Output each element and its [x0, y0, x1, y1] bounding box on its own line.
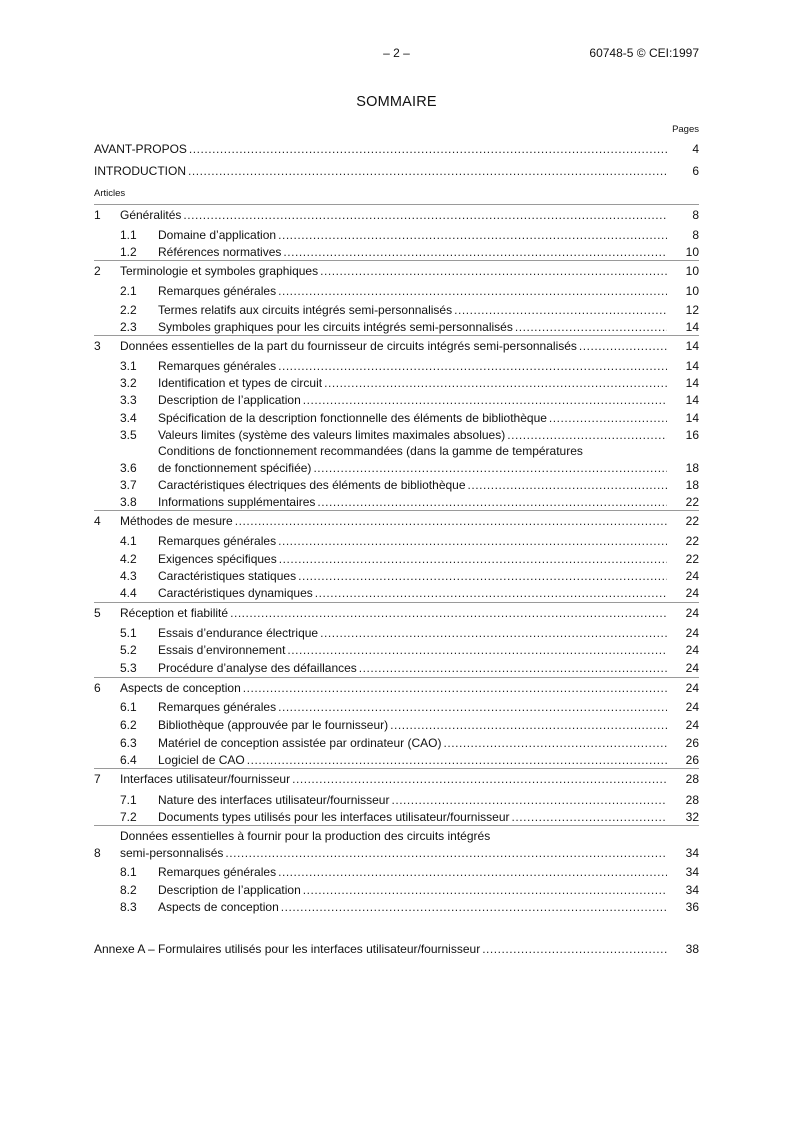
toc-entry-page: 34	[685, 865, 699, 879]
toc-entry-text	[158, 302, 669, 319]
toc-entry-page: 24	[685, 586, 699, 600]
toc-entry-page: 24	[685, 681, 699, 695]
toc-entry-title: Données essentielles de la part du fournisseur de circuits intégrés semi-personnalisés	[120, 339, 577, 353]
dot-leader	[279, 551, 667, 568]
toc-entry-page: 32	[685, 810, 699, 824]
toc-entry-number: 5	[94, 606, 101, 620]
pages-column-label: Pages	[672, 124, 699, 135]
toc-entry-number: 4.3	[120, 569, 137, 583]
toc-entry-page: 28	[685, 772, 699, 786]
toc-entry[interactable]	[94, 319, 699, 336]
toc-entry-text	[120, 605, 669, 622]
dot-leader	[287, 642, 667, 659]
toc-entry-text	[158, 392, 669, 409]
toc-entry-text	[158, 642, 669, 659]
toc-entry[interactable]	[94, 494, 699, 511]
toc-entry-text	[94, 941, 669, 958]
toc-entry-text	[120, 680, 669, 697]
toc-entry-title: Description de l’application	[158, 393, 301, 407]
dot-leader	[298, 568, 667, 585]
toc-entry-number: 3	[94, 339, 101, 353]
toc-entry-number: 6.2	[120, 718, 137, 732]
dot-leader	[549, 410, 667, 427]
toc-entry-text	[158, 494, 669, 511]
dot-leader	[283, 244, 667, 261]
toc-entry-page: 24	[685, 700, 699, 714]
dot-leader	[359, 660, 667, 677]
toc-entry[interactable]	[94, 660, 699, 677]
toc-entry-title: Remarques générales	[158, 284, 277, 298]
toc-entry-page: 22	[685, 534, 699, 548]
toc-entry-text	[120, 845, 669, 862]
toc-entry[interactable]	[94, 941, 699, 958]
toc-entry[interactable]	[94, 141, 699, 158]
toc-entry-page: 14	[685, 393, 699, 407]
toc-entry-title: Aspects de conception	[120, 681, 241, 695]
toc-entry-page: 24	[685, 606, 699, 620]
toc-entry-page: 22	[685, 514, 699, 528]
toc-entry-text	[158, 477, 669, 494]
toc-entry-page: 14	[685, 339, 699, 353]
toc-entry-text	[158, 792, 669, 809]
toc-entry[interactable]	[94, 227, 699, 244]
toc-entry-number: 7.1	[120, 793, 137, 807]
toc-entry[interactable]	[94, 533, 699, 550]
toc-entry-title: Nature des interfaces utilisateur/fournisseur	[158, 793, 390, 807]
toc-entry-text	[158, 735, 669, 752]
toc-entry[interactable]	[94, 302, 699, 319]
toc-entry-title: Bibliothèque (approuvée par le fournisseur)	[158, 718, 389, 732]
toc-entry-text	[158, 319, 669, 336]
toc-entry[interactable]	[94, 244, 699, 261]
toc-entry-page: 14	[685, 376, 699, 390]
toc-entry-title: Méthodes de mesure	[120, 514, 233, 528]
toc-entry-text	[120, 771, 669, 788]
toc-entry-title: AVANT-PROPOS	[94, 142, 187, 156]
toc-entry-page: 8	[692, 228, 699, 242]
toc-entry-page: 24	[685, 661, 699, 675]
toc-entry-title: Caractéristiques dynamiques	[158, 586, 313, 600]
toc-entry-title: de fonctionnement spécifiée)	[158, 461, 312, 475]
standard-reference: 60748-5 © CEI:1997	[589, 46, 699, 60]
toc-entry-number: 3.2	[120, 376, 137, 390]
toc-entry[interactable]	[94, 338, 699, 355]
toc-entry-number: 6.4	[120, 753, 137, 767]
toc-entry-title: Remarques générales	[158, 359, 277, 373]
toc-entry-number: 4	[94, 514, 101, 528]
toc-entry[interactable]	[94, 809, 699, 826]
toc-entry-number: 1.2	[120, 245, 137, 259]
dot-leader	[247, 752, 667, 769]
toc-entry-title: Termes relatifs aux circuits intégrés semi-personnalisés	[158, 303, 453, 317]
toc-entry-number: 1	[94, 208, 101, 222]
toc-entry-text	[94, 141, 669, 158]
toc-entry-text	[158, 864, 669, 881]
toc-entry-page: 10	[685, 284, 699, 298]
toc-entry-number: 3.7	[120, 478, 137, 492]
toc-entry-number: 7.2	[120, 810, 137, 824]
toc-entry-number: 5.2	[120, 643, 137, 657]
dot-leader	[320, 263, 667, 280]
toc-entry-page: 24	[685, 626, 699, 640]
toc-entry[interactable]	[94, 699, 699, 716]
toc-entry-page: 24	[685, 643, 699, 657]
toc-entry-page: 4	[692, 142, 699, 156]
toc-entry[interactable]	[94, 585, 699, 602]
toc-entry-text	[158, 410, 669, 427]
toc-entry-text	[158, 533, 669, 550]
toc-entry-text	[120, 263, 669, 280]
toc-entry-title: Terminologie et symboles graphiques	[120, 264, 319, 278]
toc-entry-text	[158, 752, 669, 769]
dot-leader	[512, 809, 668, 826]
toc-entry-text	[120, 513, 669, 530]
toc-entry-title: Logiciel de CAO	[158, 753, 245, 767]
dot-leader	[225, 845, 667, 862]
dot-leader	[278, 358, 667, 375]
dot-leader	[278, 227, 667, 244]
dot-leader	[303, 882, 667, 899]
dot-leader	[313, 460, 667, 477]
toc-entry-page: 26	[685, 753, 699, 767]
page-header	[94, 46, 699, 62]
toc-entry-title: Caractéristiques statiques	[158, 569, 297, 583]
dot-leader	[320, 625, 667, 642]
toc-entry-text	[120, 338, 669, 355]
toc-entry[interactable]	[94, 163, 699, 180]
toc-entry-text	[158, 625, 669, 642]
toc-entry[interactable]	[94, 680, 699, 697]
toc-entry-title: Identification et types de circuit	[158, 376, 323, 390]
toc-entry-text	[94, 163, 669, 180]
dot-leader	[235, 513, 667, 530]
toc-entry-number: 7	[94, 772, 101, 786]
toc-entry-number: 3.8	[120, 495, 137, 509]
toc-entry-page: 26	[685, 736, 699, 750]
dot-leader	[189, 141, 667, 158]
toc-entry-page: 12	[685, 303, 699, 317]
dot-leader	[292, 771, 667, 788]
toc-entry-page: 34	[685, 846, 699, 860]
toc-entry-title: Matériel de conception assistée par ordinateur (CAO)	[158, 736, 442, 750]
toc-entry-text	[158, 717, 669, 734]
toc-entry-page: 24	[685, 718, 699, 732]
toc-entry-page: 22	[685, 495, 699, 509]
toc-entry-title: Symboles graphiques pour les circuits intégrés semi-personnalisés	[158, 320, 513, 334]
toc-entry[interactable]	[94, 792, 699, 809]
toc-entry-number: 8	[94, 846, 101, 860]
toc-entry-page: 10	[685, 245, 699, 259]
toc-entry[interactable]	[94, 642, 699, 659]
toc-entry[interactable]	[94, 358, 699, 375]
toc-entry-page: 14	[685, 320, 699, 334]
toc-entry-page: 34	[685, 883, 699, 897]
toc-entry-page: 22	[685, 552, 699, 566]
toc-entry-number: 2.3	[120, 320, 137, 334]
toc-entry-page: 8	[692, 208, 699, 222]
toc-entry-text	[120, 207, 669, 224]
toc-entry[interactable]	[94, 568, 699, 585]
toc-entry-number: 4.4	[120, 586, 137, 600]
toc-entry[interactable]	[94, 477, 699, 494]
toc-entry-title: Remarques générales	[158, 534, 277, 548]
toc-entry-text	[158, 809, 669, 826]
dot-leader	[482, 941, 667, 958]
toc-entry-text	[158, 227, 669, 244]
toc-entry-title: Essais d’environnement	[158, 643, 286, 657]
section-separator	[94, 204, 699, 205]
toc-entry-page: 14	[685, 359, 699, 373]
toc-entry-number: 3.3	[120, 393, 137, 407]
section-separator	[94, 677, 699, 678]
toc-entry[interactable]	[94, 551, 699, 568]
dot-leader	[579, 338, 667, 355]
dot-leader	[443, 735, 667, 752]
toc-entry[interactable]	[94, 283, 699, 300]
toc-entry-number: 8.2	[120, 883, 137, 897]
toc-entry-text	[158, 244, 669, 261]
toc-entry[interactable]	[94, 625, 699, 642]
toc-entry-page: 14	[685, 411, 699, 425]
toc-entry-text	[158, 375, 669, 392]
toc-entry-page: 24	[685, 569, 699, 583]
toc-entry-page: 6	[692, 164, 699, 178]
toc-entry-text	[158, 460, 669, 477]
toc-entry-text	[158, 568, 669, 585]
toc-entry-title: Domaine d’application	[158, 228, 277, 242]
page-number: – 2 –	[383, 46, 410, 60]
dot-leader	[281, 899, 667, 916]
toc-entry[interactable]	[94, 605, 699, 622]
dot-leader	[278, 864, 667, 881]
toc-entry[interactable]	[94, 752, 699, 769]
dot-leader	[391, 792, 667, 809]
toc-entry-text	[158, 283, 669, 300]
toc-entry-number: 6.1	[120, 700, 137, 714]
toc-entry[interactable]	[94, 899, 699, 916]
toc-entry[interactable]	[94, 717, 699, 734]
toc-entry[interactable]	[94, 375, 699, 392]
dot-leader	[507, 427, 667, 444]
toc-entry-title: Généralités	[120, 208, 182, 222]
toc-entry-title: Annexe A – Formulaires utilisés pour les interfaces utilisateur/fournisseur	[94, 942, 481, 956]
dot-leader	[243, 680, 667, 697]
toc-entry[interactable]	[94, 513, 699, 530]
toc-entry-number: 5.3	[120, 661, 137, 675]
dot-leader	[317, 494, 667, 511]
toc-entry-title-line1: Conditions de fonctionnement recommandées (dans la gamme de températures	[158, 444, 583, 458]
toc-entry-title: Remarques générales	[158, 865, 277, 879]
dot-leader	[278, 533, 667, 550]
toc-entry-number: 3.4	[120, 411, 137, 425]
toc-entry-title: Exigences spécifiques	[158, 552, 277, 566]
toc-entry-page: 10	[685, 264, 699, 278]
toc-entry[interactable]	[94, 444, 699, 477]
toc-entry-number: 2.1	[120, 284, 137, 298]
toc-entry[interactable]	[94, 735, 699, 752]
toc-entry-title: Interfaces utilisateur/fournisseur	[120, 772, 291, 786]
toc-entry-page: 36	[685, 900, 699, 914]
toc-entry-page: 28	[685, 793, 699, 807]
toc-entry-page: 16	[685, 428, 699, 442]
toc-entry-title: Essais d’endurance électrique	[158, 626, 319, 640]
toc-entry-number: 3.6	[120, 461, 137, 475]
dot-leader	[303, 392, 667, 409]
toc-entry-title: Aspects de conception	[158, 900, 279, 914]
toc-entry-number: 3.5	[120, 428, 137, 442]
toc-entry-page: 38	[685, 942, 699, 956]
toc-entry-text	[158, 660, 669, 677]
toc-entry-text	[158, 899, 669, 916]
dot-leader	[278, 699, 667, 716]
toc-entry-title: Spécification de la description fonctionnelle des éléments de bibliothèque	[158, 411, 547, 425]
toc-entry-title-line1: Données essentielles à fournir pour la production des circuits intégrés	[120, 829, 491, 843]
toc-entry-number: 6.3	[120, 736, 137, 750]
dot-leader	[230, 605, 667, 622]
section-separator	[94, 602, 699, 603]
dot-leader	[454, 302, 667, 319]
toc-entry-title: Remarques générales	[158, 700, 277, 714]
toc-entry-title: Caractéristiques électriques des éléments de bibliothèque	[158, 478, 466, 492]
dot-leader	[188, 163, 667, 180]
articles-label: Articles	[94, 188, 126, 199]
dot-leader	[515, 319, 667, 336]
toc-entry-page: 18	[685, 461, 699, 475]
dot-leader	[390, 717, 667, 734]
dot-leader	[183, 207, 667, 224]
page-title: SOMMAIRE	[356, 94, 437, 110]
toc-entry-number: 4.2	[120, 552, 137, 566]
toc-entry-page: 18	[685, 478, 699, 492]
toc-entry-number: 3.1	[120, 359, 137, 373]
toc-entry-title: Références normatives	[158, 245, 282, 259]
toc-entry-title: Description de l’application	[158, 883, 301, 897]
toc-entry-title: semi-personnalisés	[120, 846, 224, 860]
toc-entry-text	[158, 551, 669, 568]
toc-entry-title: Documents types utilisés pour les interfaces utilisateur/fournisseur	[158, 810, 510, 824]
toc-entry[interactable]	[94, 864, 699, 881]
toc-entry[interactable]	[94, 829, 699, 862]
toc-entry-title: INTRODUCTION	[94, 164, 186, 178]
toc-entry-text	[158, 427, 669, 444]
toc-entry-number: 2.2	[120, 303, 137, 317]
toc-entry-number: 2	[94, 264, 101, 278]
toc-entry[interactable]	[94, 882, 699, 899]
toc-entry[interactable]	[94, 771, 699, 788]
toc-entry-number: 8.1	[120, 865, 137, 879]
toc-entry-number: 8.3	[120, 900, 137, 914]
toc-entry[interactable]	[94, 427, 699, 444]
toc-entry[interactable]	[94, 410, 699, 427]
toc-entry-number: 4.1	[120, 534, 137, 548]
toc-entry-title: Procédure d’analyse des défaillances	[158, 661, 357, 675]
toc-entry[interactable]	[94, 263, 699, 280]
dot-leader	[468, 477, 667, 494]
dot-leader	[324, 375, 667, 392]
toc-entry-text	[158, 699, 669, 716]
toc-entry-title: Valeurs limites (système des valeurs limites maximales absolues)	[158, 428, 506, 442]
toc-entry-title: Informations supplémentaires	[158, 495, 316, 509]
toc-entry-number: 5.1	[120, 626, 137, 640]
toc-entry-number: 1.1	[120, 228, 137, 242]
toc-entry-number: 6	[94, 681, 101, 695]
dot-leader	[278, 283, 667, 300]
dot-leader	[315, 585, 667, 602]
toc-entry-text	[158, 585, 669, 602]
toc-entry-text	[158, 358, 669, 375]
toc-entry[interactable]	[94, 392, 699, 409]
toc-entry-title: Réception et fiabilité	[120, 606, 229, 620]
toc-entry[interactable]	[94, 207, 699, 224]
toc-entry-text	[158, 882, 669, 899]
